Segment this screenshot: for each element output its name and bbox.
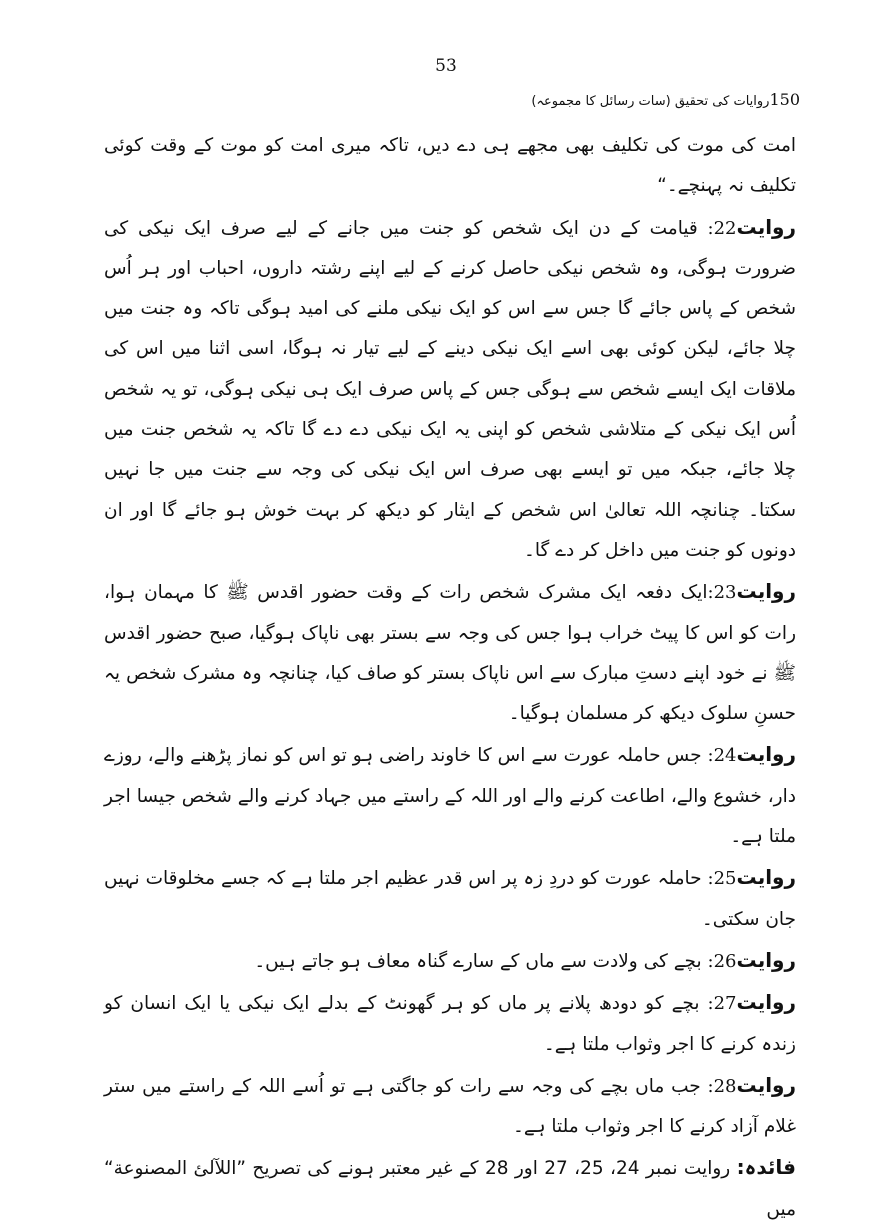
riwayat-label: روایت xyxy=(736,990,796,1015)
riwayat-number: 25: xyxy=(707,868,737,890)
riwayat-26-paragraph xyxy=(104,940,796,982)
riwayat-label: روایت xyxy=(736,1072,796,1097)
riwayat-27-paragraph xyxy=(104,982,796,1065)
running-header xyxy=(531,90,800,109)
paragraph-text: جب ماں بچے کی وجہ سے رات کو جاگتی ہے تو اُسے اللہ کے راستے میں ستر غلام آزاد کرنے کا اجر وثواب ملتا ہے۔ xyxy=(104,1075,796,1138)
riwayat-number: 26: xyxy=(707,950,737,972)
paragraph-text: بچے کو دودھ پلانے پر ماں کو ہر گھونٹ کے بدلے ایک نیکی یا ایک انسان کو زندہ کرنے کا اجر وثواب ملتا ہے۔ xyxy=(104,993,796,1055)
riwayat-label: روایت xyxy=(736,214,796,239)
paragraph-text: امت کی موت کی تکلیف بھی مجھے ہی دے دیں، تاکہ میری امت کو موت کے وقت کوئی تکلیف نہ پہنچے۔“ xyxy=(104,135,796,197)
riwayat-23-paragraph xyxy=(104,571,796,734)
paragraph-text: حاملہ عورت کو دردِ زہ پر اس قدر عظیم اجر ملتا ہے کہ جسے مخلوقات نہیں جان سکتی۔ xyxy=(104,868,796,930)
paragraph-text: قیامت کے دن ایک شخص کو جنت میں جانے کے لیے صرف ایک نیکی کی ضرورت ہوگی، وہ شخص نیکی حاصل کرنے کے لیے اپنے رشتہ داروں، احباب اور ہر اُس شخص کے پاس جائے گا جس سے اس کو ایک نیکی ملنے کی امید ہوگی تاکہ وہ جنت میں چلا جائے، لیکن کوئی بھی اسے ایک نیکی دینے کے لیے تیار نہ ہوگا، اسی اثنا میں اس کی ملاقات ایک ایسے شخص سے ہوگی جس کے پاس صرف ایک ہی نیکی ہوگی، تو یہ شخص اُس ایک نیکی کے متلاشی شخص کو اپنی یہ ایک نیکی دے دے گا تاکہ یہ شخص جنت میں چلا جائے، جبکہ میں تو ایسے بھی صرف اس ایک نیکی کی وجہ سے جنت میں جا نہیں سکتا۔ چنانچہ اللہ تعالیٰ اس شخص کے ایثار کو دیکھ کر بہت خوش ہو جائے گا اور ان دونوں کو جنت میں داخل کر دے گا۔ xyxy=(104,217,796,561)
riwayat-22-paragraph xyxy=(104,207,796,572)
riwayat-label: روایت xyxy=(736,865,796,890)
paragraph-text: بچے کی ولادت سے ماں کے سارے گناہ معاف ہو جاتے ہیں۔ xyxy=(254,950,708,972)
body-text xyxy=(104,126,796,1230)
riwayat-label: روایت xyxy=(736,579,796,604)
riwayat-number: 27: xyxy=(707,993,737,1015)
riwayat-25-paragraph xyxy=(104,857,796,940)
riwayat-number: 24: xyxy=(707,745,737,767)
paragraph-text: جس حاملہ عورت سے اس کا خاوند راضی ہو تو اس کو نماز پڑھنے والے، روزے دار، خشوع والے، اطاعت کرنے والے اور اللہ کے راستے میں جہاد کرنے والے شخص جیسا اجر ملتا ہے۔ xyxy=(104,745,796,848)
riwayat-28-paragraph xyxy=(104,1065,796,1148)
riwayat-label: روایت xyxy=(736,947,796,972)
running-header-number: 150 xyxy=(769,90,800,109)
running-header-title: روایات کی تحقیق (سات رسائل کا مجموعہ) xyxy=(531,94,770,109)
paragraph-text: روایت نمبر 24، 25، 27 اور 28 کے غیر معتبر ہونے کی تصریح ”اللآلئ المصنوعة“ میں xyxy=(104,1158,796,1220)
intro-continuation-paragraph xyxy=(104,126,796,207)
faida-label: فائدہ: xyxy=(736,1155,796,1180)
riwayat-label: روایت xyxy=(736,742,796,767)
faida-paragraph xyxy=(104,1147,796,1230)
riwayat-24-paragraph xyxy=(104,734,796,857)
riwayat-number: 23: xyxy=(707,582,737,604)
riwayat-number: 22: xyxy=(707,217,737,239)
riwayat-number: 28: xyxy=(707,1075,737,1097)
paragraph-text: ایک دفعہ ایک مشرک شخص رات کے وقت حضور اقدس ﷺ کا مہمان ہوا، رات کو اس کا پیٹ خراب ہوا جس کی وجہ سے بستر بھی ناپاک ہوگیا، صبح حضور اقدس ﷺ نے خود اپنے دستِ مبارک سے اس ناپاک بستر کو صاف کیا، چنانچہ وہ مشرک شخص یہ حسنِ سلوک دیکھ کر مسلمان ہوگیا۔ xyxy=(104,582,796,725)
page-number: 53 xyxy=(435,56,457,76)
